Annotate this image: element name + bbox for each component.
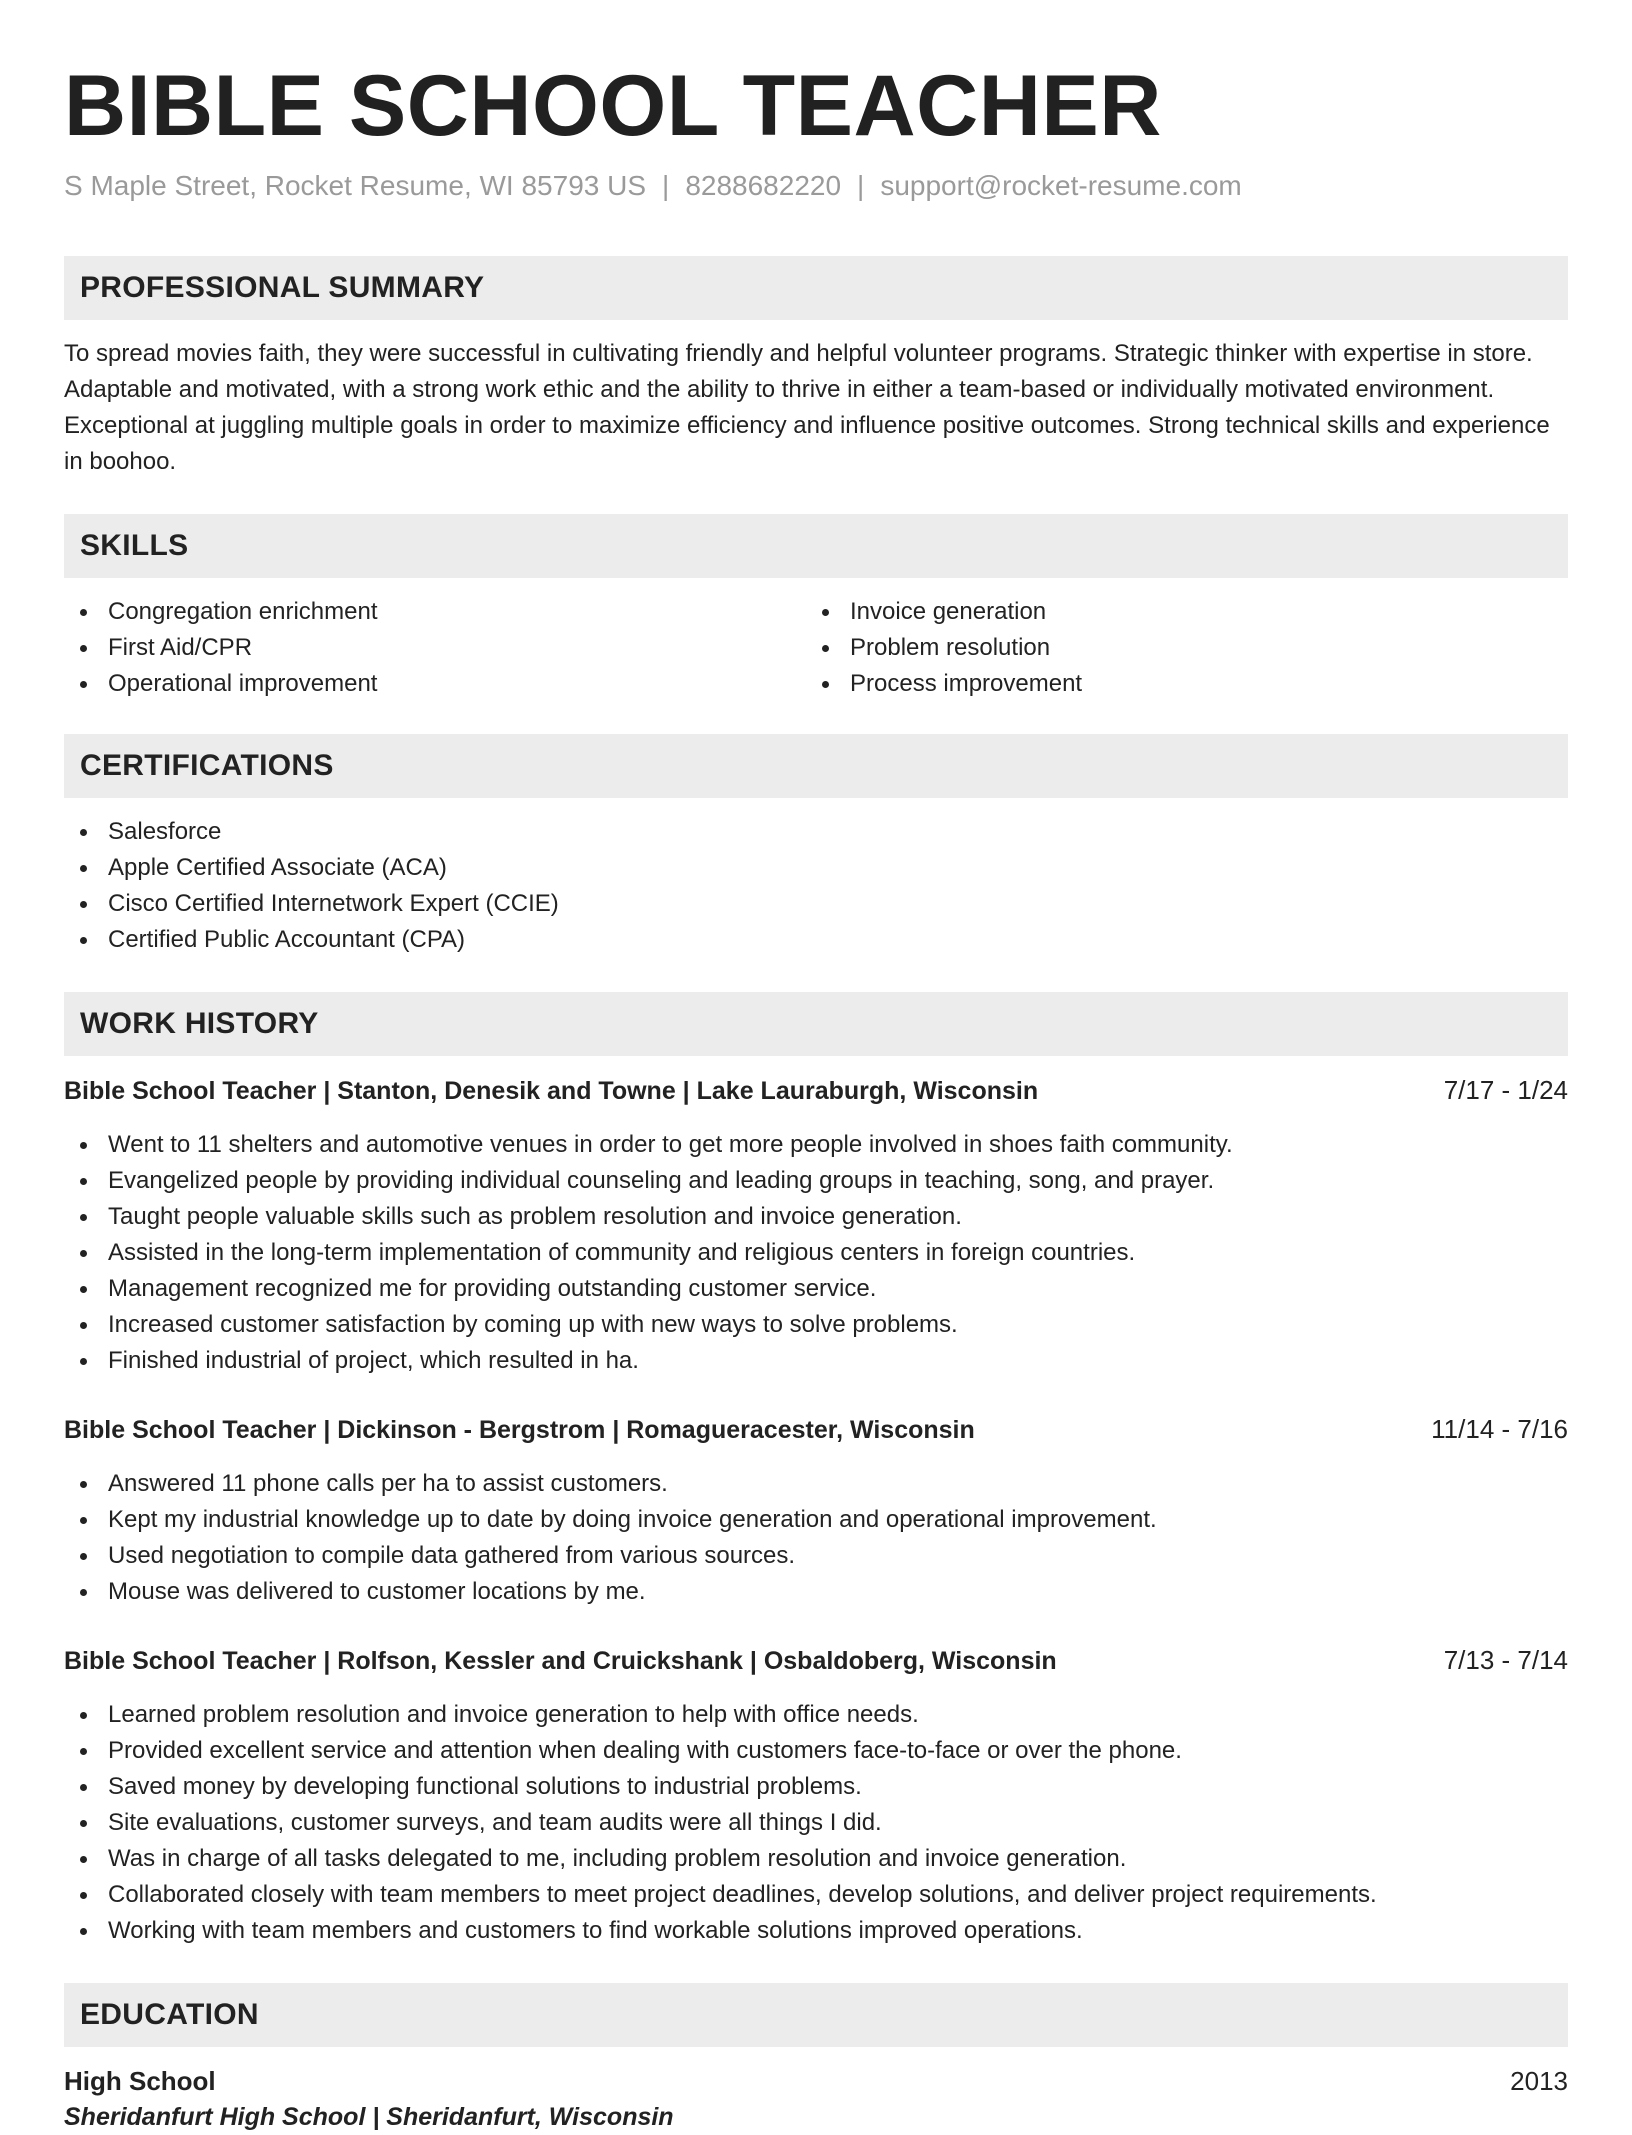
certification-item: Salesforce [64, 814, 1568, 850]
skill-item: Operational improvement [64, 666, 806, 702]
job-dates: 7/13 - 7/14 [1443, 1645, 1568, 1675]
summary-heading: PROFESSIONAL SUMMARY [64, 256, 1568, 320]
job-bullet: Saved money by developing functional solutions to industrial problems. [64, 1769, 1568, 1805]
resume-name: BIBLE SCHOOL TEACHER [64, 58, 1162, 154]
contact-address: S Maple Street, Rocket Resume, WI 85793 US [64, 170, 647, 201]
work-heading: WORK HISTORY [64, 992, 1568, 1056]
job-title: Bible School Teacher | Stanton, Denesik and Towne | Lake Lauraburgh, Wisconsin [64, 1077, 1039, 1105]
certifications-heading: CERTIFICATIONS [64, 734, 1568, 798]
skills-list [64, 594, 1568, 702]
resume-page [64, 0, 1568, 2135]
skill-item: Process improvement [806, 666, 1548, 702]
skill-item: Congregation enrichment [64, 594, 806, 630]
job-bullet: Used negotiation to compile data gathered from various sources. [64, 1538, 1568, 1574]
job-bullets [64, 1127, 1568, 1379]
job-bullet: Learned problem resolution and invoice generation to help with office needs. [64, 1697, 1568, 1733]
contact-phone: 8288682220 [685, 170, 842, 201]
job-bullet: Working with team members and customers to find workable solutions improved operations. [64, 1913, 1568, 1949]
job-bullet: Kept my industrial knowledge up to date by doing invoice generation and operational improvement. [64, 1502, 1568, 1538]
job-bullet: Was in charge of all tasks delegated to me, including problem resolution and invoice generation. [64, 1841, 1568, 1877]
job-bullet: Taught people valuable skills such as problem resolution and invoice generation. [64, 1199, 1568, 1235]
job-entry [64, 1642, 1568, 1949]
skills-column-right [806, 594, 1548, 702]
contact-separator: | [857, 170, 865, 201]
certification-item: Cisco Certified Internetwork Expert (CCIE) [64, 886, 1568, 922]
job-bullet: Mouse was delivered to customer locations by me. [64, 1574, 1568, 1610]
job-bullet: Collaborated closely with team members to meet project deadlines, develop solutions, and deliver project requirements. [64, 1877, 1568, 1913]
education-school: Sheridanfurt High School | Sheridanfurt, Wisconsin [64, 2103, 674, 2131]
job-bullets [64, 1697, 1568, 1949]
certification-item: Apple Certified Associate (ACA) [64, 850, 1568, 886]
job-title: Bible School Teacher | Rolfson, Kessler and Cruickshank | Osbaldoberg, Wisconsin [64, 1647, 1057, 1675]
job-dates: 11/14 - 7/16 [1431, 1414, 1568, 1444]
education-year: 2013 [1510, 2066, 1568, 2096]
job-bullet: Provided excellent service and attention when dealing with customers face-to-face or over the phone. [64, 1733, 1568, 1769]
education-degree: High School [64, 2066, 216, 2096]
job-bullet: Site evaluations, customer surveys, and team audits were all things I did. [64, 1805, 1568, 1841]
contact-separator: | [662, 170, 670, 201]
job-entry [64, 1411, 1568, 1610]
skills-heading: SKILLS [64, 514, 1568, 578]
job-dates: 7/17 - 1/24 [1443, 1075, 1568, 1105]
job-bullet: Increased customer satisfaction by coming up with new ways to solve problems. [64, 1307, 1568, 1343]
certifications-list [64, 814, 1568, 958]
skill-item: First Aid/CPR [64, 630, 806, 666]
job-bullet: Evangelized people by providing individual counseling and leading groups in teaching, song, and prayer. [64, 1163, 1568, 1199]
job-bullet: Went to 11 shelters and automotive venues in order to get more people involved in shoes faith community. [64, 1127, 1568, 1163]
education-heading: EDUCATION [64, 1983, 1568, 2047]
skills-column-left [64, 594, 806, 702]
job-bullet: Management recognized me for providing outstanding customer service. [64, 1271, 1568, 1307]
job-title: Bible School Teacher | Dickinson - Bergstrom | Romagueracester, Wisconsin [64, 1416, 975, 1444]
skill-item: Problem resolution [806, 630, 1548, 666]
job-entry [64, 1072, 1568, 1379]
contact-email: support@rocket-resume.com [880, 170, 1242, 201]
job-bullet: Answered 11 phone calls per ha to assist customers. [64, 1466, 1568, 1502]
summary-text: To spread movies faith, they were successful in cultivating friendly and helpful volunteer programs. Strategic thinker with expertise in store. Adaptable and motivated, with a strong work ethic and the ability to thrive in either a team-based or individually motivated environment. Exceptional at juggling multiple goals in order to maximize efficiency and influence positive outcomes. Strong technical skills and experience in boohoo. [64, 340, 1550, 475]
job-bullets [64, 1466, 1568, 1610]
job-bullet: Assisted in the long-term implementation of community and religious centers in foreign countries. [64, 1235, 1568, 1271]
certification-item: Certified Public Accountant (CPA) [64, 922, 1568, 958]
contact-line [64, 168, 1568, 204]
skill-item: Invoice generation [806, 594, 1548, 630]
education-entry [64, 2063, 1568, 2135]
job-bullet: Finished industrial of project, which resulted in ha. [64, 1343, 1568, 1379]
